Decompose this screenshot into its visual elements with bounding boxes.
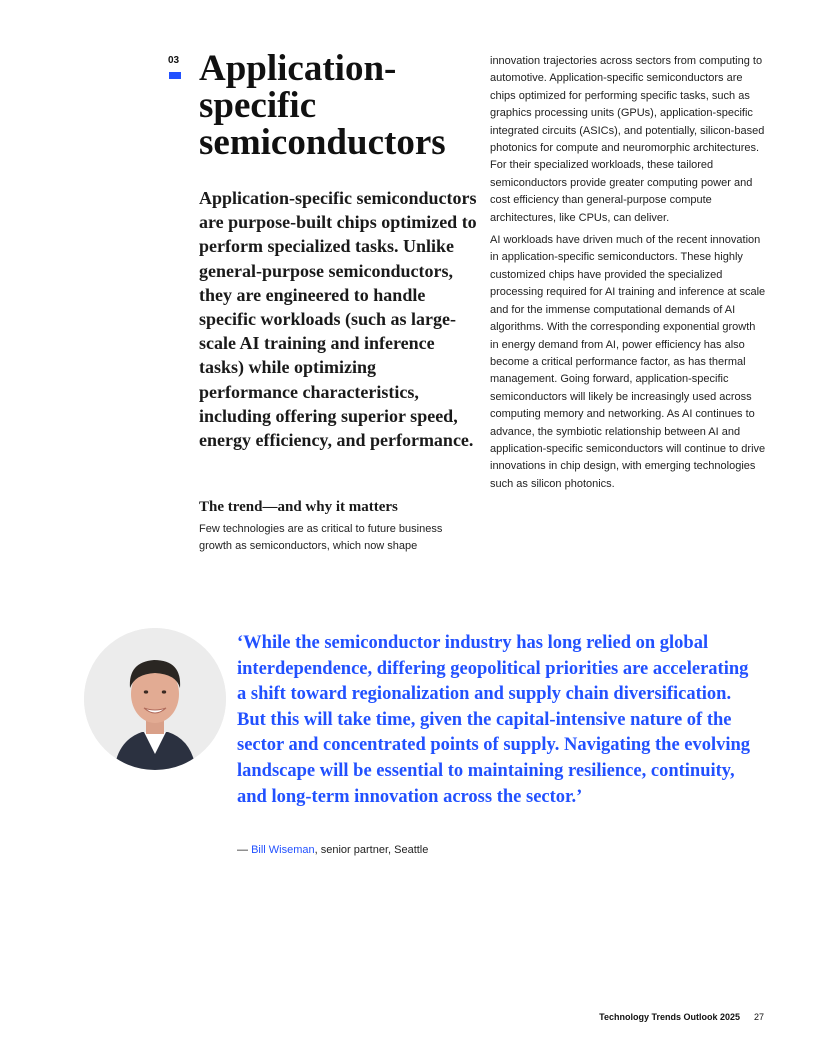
publication-title: Technology Trends Outlook 2025 <box>599 1012 740 1022</box>
trend-paragraph-start: Few technologies are as critical to future business growth as semiconductors, which now shape <box>199 523 443 553</box>
portrait-illustration <box>84 628 226 770</box>
section-accent-bar <box>169 72 181 79</box>
trend-heading: The trend—and why it matters <box>199 499 398 515</box>
quote-attribution <box>237 843 428 857</box>
section-number: 03 <box>168 55 180 66</box>
trend-paragraph-2: AI workloads have driven much of the recent innovation in application-specific semiconductors. These highly customized chips have provided the specialized processing required for AI training and inference at scale and for the immense computational demands of AI algorithms. With the corresponding exponential growth in energy demand from AI, power efficiency has also become a critical performance factor, as has thermal management. Going forward, application-specific semiconductors will likely be increasingly used across computing memory and networking. As AI continues to advance, the symbiotic relationship between AI and application-specific semiconductors will continue to drive innovations in chip design, with emerging technologies such as silicon photonics. <box>490 234 766 490</box>
author-portrait <box>84 628 226 770</box>
right-column <box>490 53 766 493</box>
page-footer <box>599 1011 764 1023</box>
attribution-dash: — <box>237 844 252 856</box>
page-title: Application-specific semiconductors <box>199 48 446 163</box>
author-role: , senior partner, Seattle <box>314 844 429 856</box>
author-name-link[interactable]: Bill Wiseman <box>251 844 315 856</box>
pull-quote: ‘While the semiconductor industry has long relied on global interdependence, differing geopolitical priorities are accelerating a shift toward regionalization and supply chain diversification. But this will take time, given the capital-intensive nature of the sector and concentrated points of supply. Navigating the evolving landscape will be essential to maintaining resilience, continuity, and long-term innovation across the sector.’ <box>237 633 751 807</box>
lead-paragraph: Application-specific semiconductors are purpose-built chips optimized to perform specialized tasks. Unlike general-purpose semiconductors, they are engineered to handle specific workloads (such as large-scale AI training and inference tasks) while optimizing performance characteristics, including offering superior speed, energy efficiency, and performance. <box>199 188 477 451</box>
trend-paragraph-continued: innovation trajectories across sectors from computing to automotive. Application-specific semiconductors are chips optimized for performing specific tasks, such as graphics processing units (GPUs), application-specific integrated circuits (ASICs), and potentially, silicon-based photonics for compute and neuromorphic architectures. For their specialized workloads, these tailored semiconductors provide greater computing power and cost efficiency than general-purpose compute architectures, like CPUs, can deliver. <box>490 55 765 224</box>
page-number: 27 <box>753 1012 764 1022</box>
